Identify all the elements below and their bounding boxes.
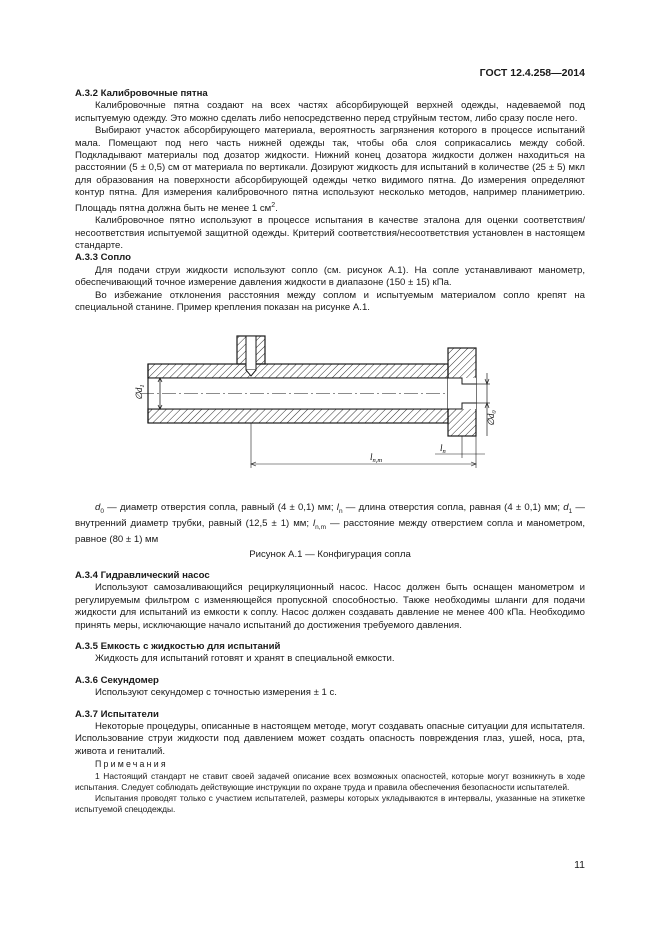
legend-lnm-sub: n,m xyxy=(315,523,327,531)
section-a33-heading: А.3.3 Сопло xyxy=(75,252,132,264)
section-a32-p2-end: . xyxy=(275,202,278,214)
legend-d1-text: — внутренний диаметр трубки, равный (12,5 ± 1) мм; xyxy=(75,501,585,529)
label-d0: $\emptyset d_0$ xyxy=(486,409,498,426)
section-a33-p2: Во избежание отклонения расстояния между соплом и испытуемым материалом сопло крепят на специальной станине. Пример крепления показан на рисунке А.1. xyxy=(75,289,585,314)
document-header: ГОСТ 12.4.258—2014 xyxy=(479,67,585,79)
section-a34-heading: А.3.4 Гидравлический насос xyxy=(75,569,210,581)
legend-lnm-symbol: l xyxy=(313,517,316,529)
page-body xyxy=(75,88,585,815)
tube-lower-wall xyxy=(148,409,448,423)
figure-legend xyxy=(75,502,585,547)
section-a32-p2-sup: 2 xyxy=(271,201,276,209)
section-a36-heading: А.3.6 Секундомер xyxy=(75,674,159,686)
legend-d0-symbol: d xyxy=(95,501,101,513)
section-a33-p1: Для подачи струи жидкости используют сопло (см. рисунок А.1). На сопле устанавливают манометр, обеспечивающий точное измерение давления жидкости в диапазоне (150 ± 15) кПа. xyxy=(75,264,585,289)
tube-upper-wall xyxy=(148,364,448,378)
label-d1: $\emptyset d_1$ xyxy=(134,383,146,400)
section-a37-heading: А.3.7 Испытатели xyxy=(75,708,159,720)
section-a37-p1: Некоторые процедуры, описанные в настоящем методе, могут создавать опасные ситуации для испытателя. Использование струи жидкости под давлением может создать опасность повреждения глаз, ушей, носа, рта, живота и гениталий. xyxy=(75,721,585,757)
nozzle-drawing xyxy=(130,318,500,498)
note-1: 1 Настоящий стандарт не ставит своей задачей описание всех возможных опасностей, которые могут возникнуть в ходе испытания. Следует соблюдать действующие инструкции по охране труда и правила обеспечения безопасности испытателей. xyxy=(75,770,585,792)
page-number: 11 xyxy=(574,859,585,871)
legend-lnm-text: — расстояние между отверстием сопла и манометром, равное (80 ± 1) мм xyxy=(75,517,585,546)
nozzle-figure xyxy=(75,318,585,502)
legend-d0-text: — диаметр отверстия сопла, равный (4 ± 0,1) мм; xyxy=(103,501,337,513)
label-lnm: $l_{n,m}$ xyxy=(370,451,383,464)
section-a36-p1: Используют секундомер с точностью измерения ± 1 с. xyxy=(95,687,337,699)
legend-d1-symbol: d xyxy=(563,501,569,513)
notes-heading: Примечания xyxy=(95,759,168,770)
legend-d0-sub: 0 xyxy=(100,507,104,515)
section-a32-p2-text: Выбирают участок абсорбирующего материала, вероятность загрязнения которого в процессе испытаний мала. Помещают под него часть нижней одежды так, чтобы оба слоя соприкасались между собой. Подкладывают материалы под дозатор жидкости. Нижний конец дозатора жидкости должен находиться на расстоянии (5 ± 0,5) см от материала по вертикали. Дозируют жидкость для испытаний в количестве (25 ± 5) мкл для образования на поверхности абсорбирующей одежды четко видимого пятна. До измерения определяют контур пятна. Для измерения калибровочного пятна используют несколько методов, например планиметрию. Площадь пятна должна быть не менее 1 см xyxy=(75,125,585,214)
section-a32-p1: Калибровочные пятна создают на всех частях абсорбирующей верхней одежды, надеваемой под испытуемую одежду. Это можно сделать либо непосредственно перед струйным тестом, либо сразу после него. xyxy=(75,100,585,124)
section-a35-p1: Жидкость для испытаний готовят и хранят в специальной емкости. xyxy=(95,653,395,665)
legend-d1-sub: 1 xyxy=(568,507,573,515)
legend-ln-text: — длина отверстия сопла, равная (4 ± 0,1) мм; xyxy=(342,501,564,513)
note-2: Испытания проводят только с участием испытателей, размеры которых укладываются в интервалы, указанные на этикетке испытуемой спецодежды. xyxy=(75,793,585,815)
section-a34-p1: Используют самозаливающийся рециркуляционный насос. Насос должен быть оснащен манометром и регулируемым фильтром с изменяющейся пропускной способностью. Также необходимы шланги для подачи жидкости для испытаний из емкости к соплу. Насос должен создавать давление не менее 400 кПа. Необходимо принять меры, исключающие начало испытаний до достижения требуемого давления. xyxy=(75,582,585,631)
legend-ln-symbol: l xyxy=(336,501,339,513)
section-a35-heading: А.3.5 Емкость с жидкостью для испытаний xyxy=(75,640,281,652)
label-ln: $l_n$ xyxy=(440,442,446,455)
section-a32-heading: А.3.2 Калибровочные пятна xyxy=(75,88,208,99)
legend-ln-sub: n xyxy=(338,507,343,515)
figure-caption: Рисунок А.1 — Конфигурация сопла xyxy=(249,548,411,560)
section-a32-p2 xyxy=(75,125,585,215)
section-a32-p3: Калибровочное пятно используют в процессе испытания в качестве эталона для оценки соответствия/несоответствия испытуемой защитной одежды. Критерий соответствия/несоответствия установлен в настоящем стандарте. xyxy=(75,215,585,252)
